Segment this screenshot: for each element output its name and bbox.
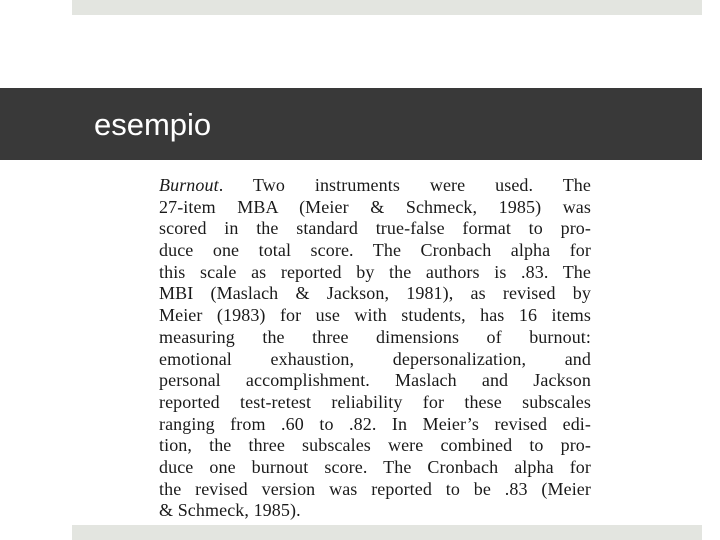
text-line: emotional exhaustion, depersonalization, and [159,348,591,369]
text-line: measuring the three dimensions of burnout: [159,326,591,347]
text-line: duce one burnout score. The Cronbach alpha for [159,456,591,477]
bottom-decor-strip [72,525,702,540]
text-line: personal accomplishment. Maslach and Jackson [159,370,591,391]
italic-heading: Burnout [159,175,219,195]
text-line: Meier (1983) for use with students, has 16 items [159,305,591,326]
slide-title: esempio [94,107,212,142]
text-line: reported test-retest reliability for these subscales [159,391,591,412]
text-line: Burnout. Two instruments were used. The [159,175,591,195]
text-line: MBI (Maslach & Jackson, 1981), as revised by [159,283,591,304]
text-line: & Schmeck, 1985). [159,500,301,521]
text-line: the revised version was reported to be .83 (Meier [159,478,591,499]
scanned-text-excerpt [159,175,591,522]
text-line: 27-item MBA (Meier & Schmeck, 1985) was [159,196,591,217]
text-line: scored in the standard true-false format to pro- [159,218,591,239]
top-decor-strip [72,0,702,15]
text-line: this scale as reported by the authors is .83. The [159,261,591,282]
text-line: tion, the three subscales were combined to pro- [159,435,591,456]
text-line: ranging from .60 to .82. In Meier’s revised edi- [159,413,591,434]
text-line: duce one total score. The Cronbach alpha for [159,240,591,261]
